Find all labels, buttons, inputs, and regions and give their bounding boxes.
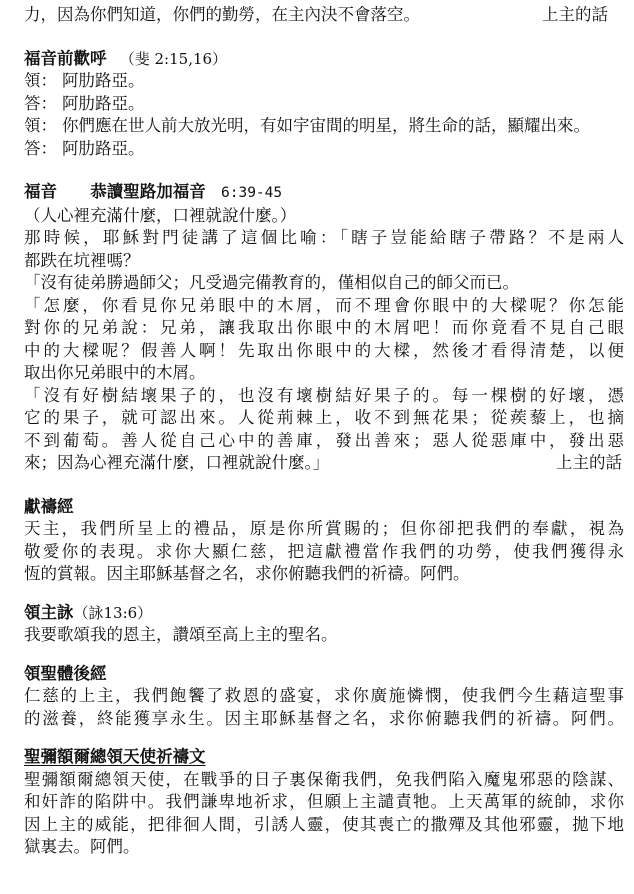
acclamation-line — [24, 138, 624, 161]
postcommunion-text-line: 的滋養，終能獲享永生。因主耶穌基督之名，求你俯聽我們的祈禱。阿們。 — [24, 708, 624, 728]
word-of-lord-tag: 上主的話 — [542, 5, 608, 24]
gospel-text-line: 不到葡萄。善人從自己心中的善庫，發出善來；惡人從惡庫中，發出惡 — [24, 430, 624, 450]
gospel-text-line: 它的果子，就可認出來。人從荊棘上，收不到無花果；從蒺藜上，也摘 — [24, 408, 624, 427]
speaker-label: 答： — [24, 93, 57, 113]
gospel-text-line: 中的大樑呢？假善人啊！先取出你眼中的大樑，然後才看得清楚，以便 — [24, 340, 624, 360]
acclamation-title: 福音前歡呼 — [24, 48, 107, 68]
acclamation-heading — [24, 48, 624, 71]
acclamation-line — [24, 70, 624, 93]
gospel-label: 福音 — [24, 182, 57, 201]
speaker-label: 領： — [24, 116, 57, 135]
gospel-ref: 6:39-45 — [221, 185, 283, 201]
gospel-heading — [24, 181, 624, 205]
gospel-text-line: 那時候，耶穌對門徒講了這個比喻：「瞎子豈能給瞎子帶路？不是兩人 — [24, 228, 624, 247]
acclamation-text: 你們應在世人前大放光明，有如宇宙間的明星，將生命的話，顯耀出來。 — [62, 116, 590, 135]
michael-title: 聖彌額爾總領天使祈禱文 — [24, 747, 206, 766]
speaker-label: 答： — [24, 138, 57, 158]
offertory-text-line: 天主，我們所呈上的禮品，原是你所賞賜的；但你卻把我們的奉獻，視為 — [24, 519, 624, 538]
communion-title: 領主詠 — [24, 602, 74, 622]
gospel-text-line: 「怎麼，你看見你兄弟眼中的木屑，而不理會你眼中的大樑呢？你怎能 — [24, 295, 624, 315]
gospel-last-line — [24, 452, 624, 475]
top-line-text: 力，因為你們知道，你們的勤勞，在主內決不會落空。 — [24, 5, 420, 24]
gospel-text-line: 來；因為心裡充滿什麼，口裡就說什麼。」 — [24, 453, 330, 472]
acclamation-text: 阿肋路亞。 — [62, 71, 145, 90]
gospel-text-line: 對你的兄弟說：兄弟，讓我取出你眼中的木屑吧！而你竟看不見自己眼 — [24, 318, 624, 337]
gospel-text-line: 取出你兄弟眼中的木屑。 — [24, 363, 206, 382]
top-line — [24, 4, 624, 27]
michael-text-line: 獄裏去。阿們。 — [24, 837, 140, 856]
communion-heading — [24, 602, 624, 625]
speaker-label: 領： — [24, 71, 57, 90]
communion-ref: （詠13:6） — [73, 603, 153, 622]
offertory-text-line: 恆的賞報。因主耶穌基督之名，求你俯聽我們的祈禱。阿們。 — [24, 564, 470, 583]
gospel-title: 恭讀聖路加福音 — [90, 182, 206, 201]
offertory-title: 獻禱經 — [24, 496, 74, 516]
word-of-lord-tag: 上主的話 — [556, 453, 622, 472]
postcommunion-title: 領聖體後經 — [24, 663, 107, 683]
postcommunion-text-line: 仁慈的上主，我們飽饗了救恩的盛宴，求你廣施憐憫，使我們今生藉這聖事 — [24, 686, 624, 705]
michael-text-line: 因上主的威能，把徘徊人間，引誘人靈，使其喪亡的撒殫及其他邪靈，拋下地 — [24, 814, 624, 834]
offertory-text-line: 敬愛你的表現。求你大顯仁慈，把這獻禮當作我們的功勞，使我們獲得永 — [24, 541, 624, 561]
document-page — [24, 4, 624, 859]
acclamation-text: 阿肋路亞。 — [62, 93, 145, 113]
gospel-text-line: 「沒有好樹結壞果子的，也沒有壞樹結好果子的。每一棵樹的好壞，憑 — [24, 385, 624, 405]
acclamation-line — [24, 93, 624, 116]
acclamation-text: 阿肋路亞。 — [62, 138, 145, 158]
gospel-text-line: 都跌在坑裡嗎？ — [24, 250, 140, 270]
michael-text-line: 聖彌額爾總領天使，在戰爭的日子裏保衛我們，免我們陷入魔鬼邪惡的陰謀、 — [24, 769, 624, 789]
gospel-subtitle: （人心裡充滿什麼，口裡就說什麼。） — [24, 205, 297, 225]
michael-text-line: 和奸詐的陷阱中。我們謙卑地祈求，但願上主譴責牠。上天萬軍的統帥，求你 — [24, 792, 624, 811]
acclamation-line — [24, 115, 624, 138]
gospel-text-line: 「沒有徒弟勝過師父；凡受過完備教育的，僅相似自己的師父而已。 — [24, 273, 519, 292]
acclamation-ref: （斐 2:15,16） — [119, 49, 228, 68]
communion-text: 我要歌頌我的恩主，讚頌至高上主的聖名。 — [24, 625, 338, 644]
